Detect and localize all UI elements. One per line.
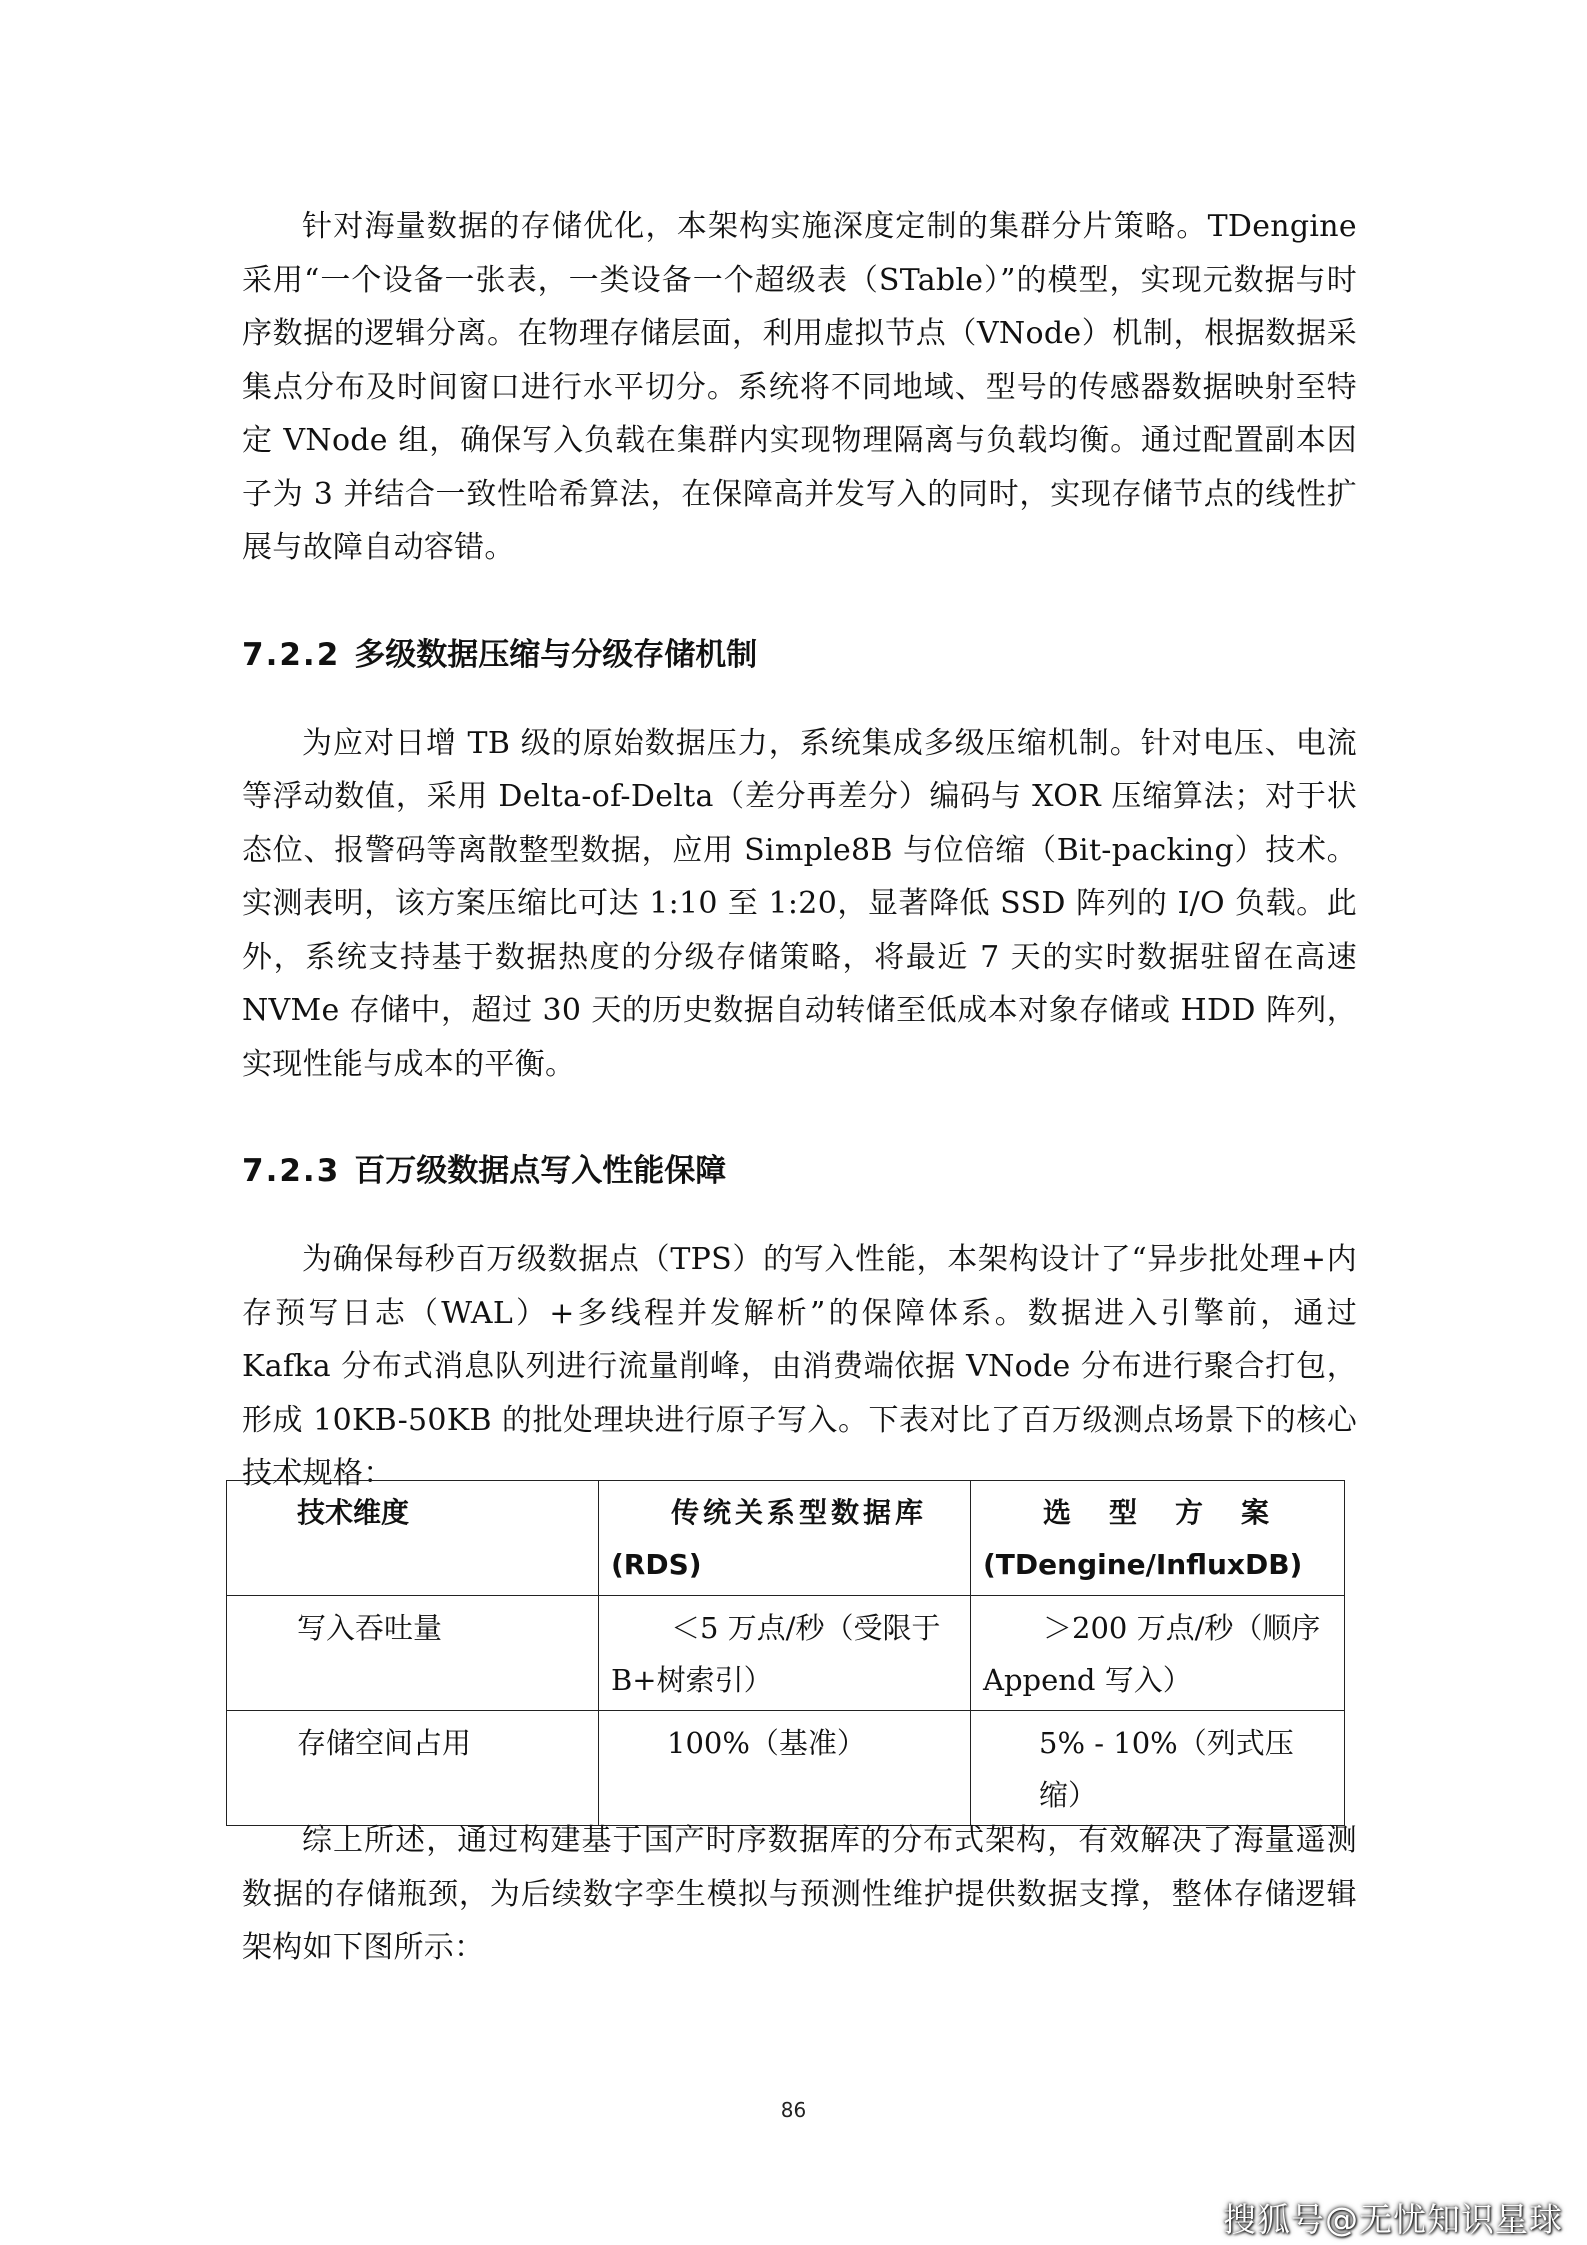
header-traditional	[599, 1481, 971, 1596]
cell-dimension: 存储空间占用	[227, 1711, 599, 1826]
cell-selected	[971, 1596, 1345, 1711]
page-number: 86	[780, 2098, 807, 2122]
header-traditional-line1: 传统关系型数据库	[671, 1496, 928, 1529]
header-selected-line2: (TDengine/InfluxDB)	[983, 1548, 1303, 1581]
cell-selected: 5% - 10%（列式压缩）	[971, 1711, 1345, 1826]
table-header-row	[227, 1481, 1345, 1596]
cell-traditional-line1: ＜5 万点/秒（受限于	[671, 1611, 941, 1645]
header-traditional-line2: (RDS)	[611, 1548, 702, 1581]
cell-dimension: 写入吞吐量	[227, 1596, 599, 1711]
section-number: 7.2.2	[242, 636, 341, 673]
conclusion-paragraph: 综上所述，通过构建基于国产时序数据库的分布式架构，有效解决了海量遥测数据的存储瓶颈，为后续数字孪生模拟与预测性维护提供数据支撑，整体存储逻辑架构如下图所示：	[242, 1823, 1357, 1965]
write-performance-paragraph: 为确保每秒百万级数据点（TPS）的写入性能，本架构设计了“异步批处理+内存预写日志（WAL）+多线程并发解析”的保障体系。数据进入引擎前，通过 Kafka 分布式消息队列进行流量削峰，由消费端依据 VNode 分布进行聚合打包，形成 10KB-50KB 的批处理块进行原子写入。下表对比了百万级测点场景下的核心技术规格：	[242, 1242, 1357, 1491]
section-heading-722	[242, 633, 1357, 677]
section-title: 多级数据压缩与分级存储机制	[354, 636, 758, 673]
cell-selected-line2: Append 写入）	[983, 1663, 1192, 1697]
cell-selected-line1: ＞200 万点/秒（顺序	[1043, 1611, 1321, 1645]
table-row	[227, 1711, 1345, 1826]
compression-paragraph: 为应对日增 TB 级的原始数据压力，系统集成多级压缩机制。针对电压、电流等浮动数值，采用 Delta-of-Delta（差分再差分）编码与 XOR 压缩算法；对于状态位、报警码等离散整型数据，应用 Simple8B 与位倍缩（Bit-packing）技术。实测表明，该方案压缩比可达 1:10 至 1:20，显著降低 SSD 阵列的 I/O 负载。此外，系统支持基于数据热度的分级存储策略，将最近 7 天的实时数据驻留在高速 NVMe 存储中，超过 30 天的历史数据自动转储至低成本对象存储或 HDD 阵列，实现性能与成本的平衡。	[242, 725, 1357, 1082]
cell-traditional	[599, 1596, 971, 1711]
table-row	[227, 1596, 1345, 1711]
header-selected-line1: 选型方案	[1043, 1496, 1308, 1529]
section-title: 百万级数据点写入性能保障	[354, 1153, 727, 1189]
spec-comparison-table	[226, 1480, 1345, 1826]
section-heading-723	[242, 1149, 1357, 1193]
watermark: 搜狐号@无忧知识星球	[1223, 2200, 1563, 2239]
intro-paragraph: 针对海量数据的存储优化，本架构实施深度定制的集群分片策略。TDengine 采用“一个设备一张表，一类设备一个超级表（STable）”的模型，实现元数据与时序数据的逻辑分离。在物理存储层面，利用虚拟节点（VNode）机制，根据数据采集点分布及时间窗口进行水平切分。系统将不同地域、型号的传感器数据映射至特定 VNode 组，确保写入负载在集群内实现物理隔离与负载均衡。通过配置副本因子为 3 并结合一致性哈希算法，在保障高并发写入的同时，实现存储节点的线性扩展与故障自动容错。	[242, 209, 1357, 565]
conclusion-block	[242, 1814, 1357, 1975]
section-number: 7.2.3	[242, 1153, 341, 1189]
header-selected	[971, 1481, 1345, 1596]
cell-traditional-line2: B+树索引）	[611, 1663, 773, 1697]
header-dimension: 技术维度	[227, 1481, 599, 1596]
cell-traditional: 100%（基准）	[599, 1711, 971, 1826]
document-body	[242, 200, 1357, 1501]
